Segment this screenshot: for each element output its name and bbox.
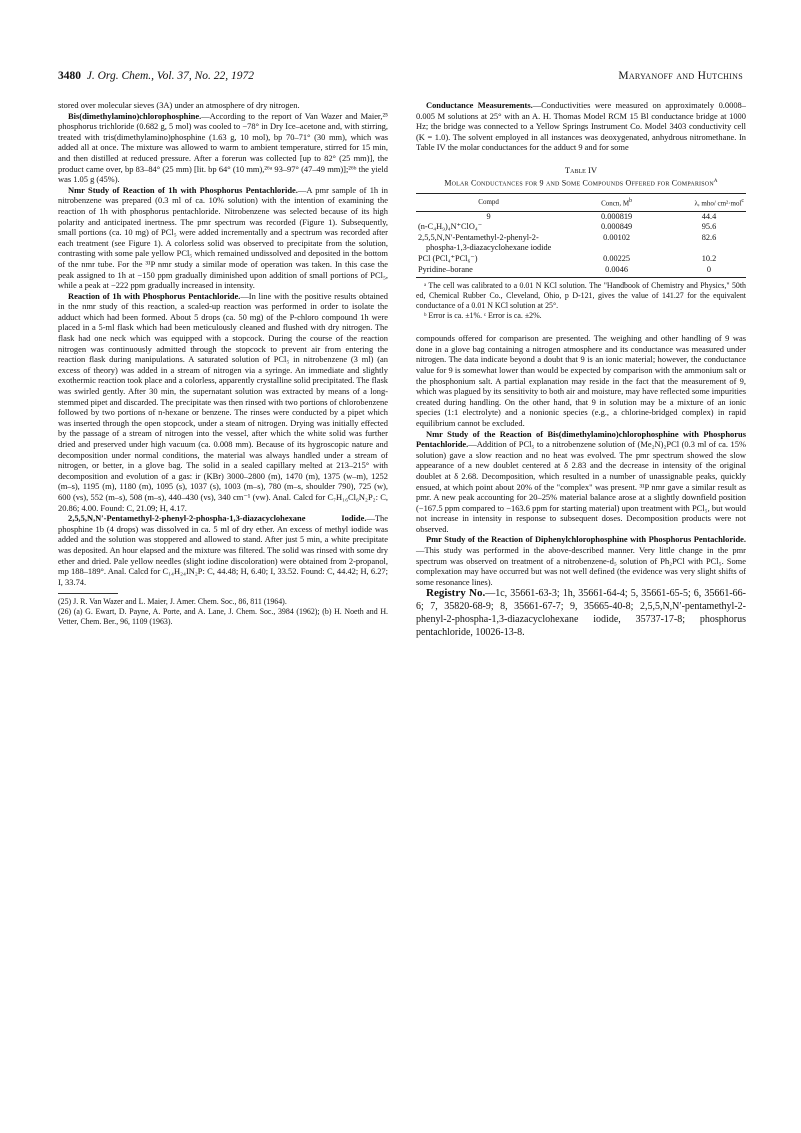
column-header-concn-text: Concn, M	[601, 199, 630, 208]
cell-compd: 9	[486, 211, 491, 221]
cell-lambda: 0	[672, 265, 746, 278]
section-heading: Nmr Study of the Reaction of Bis(dimethylamino)chlorophosphine with Phosphorus Pentachloride.	[416, 428, 746, 450]
paragraph-text: —Addition of PCl₅ to a nitrobenzene solution of (Me₂N)₂PCl (0.3 ml of ca. 15% solution) gave a slow reaction and no heat was evolved. The pmr spectrum showed the slow appearance of a new doublet centered at δ 2.83 and the decrease in intensity of the original doublet at δ 2.68. Decomposition, which resulted in a number of unassignable peaks, quickly ensued, at which point about 20% of the "complex" was present. ³¹P nmr gave a similar result as pmr. A new peak accounting for 20–25% material balance arose at a slightly downfield position (−167.5 ppm compared to −163.6 ppm for starting material) upon treatment with PCl₅, but would not increase in intensity in response to subsequent doses. Decomposition products were not observed.	[416, 439, 746, 534]
cell-lambda: 10.2	[701, 254, 717, 264]
column-header-lambda-mark: c	[741, 197, 744, 204]
paragraph-text: —In line with the positive results obtained in the nmr study of this reaction, a scaled-up reaction was performed in order to isolate the adduct which had been formed. About 5 drops (ca. 50 mg) of the P-chloro compound 1h were placed in a 5-ml flask which had been meticulously cleaned and flushed with dry nitrogen. The flask had one neck which was equipped with a stopcock. During the course of the reaction nitrogen was continuously admitted through the stopcock to prevent air from entering the reaction flask during manipulations. A saturated solution of PCl₅ in nitrobenzene (3 ml) (an excess of theory) was added in a stream of nitrogen via a syringe. An immediate and slightly exothermic reaction took place and a colorless, apparently crystalline solid precipitated. The flask was swirled gently. After 30 min, the supernatant solution was extracted by means of a long-stemmed pipet and discarded. The precipitate was then rinsed with two portions of chlorobenzene followed by two portions of n-hexane or benzene. The rinses were conducted by a pipet which was inserted through the open stopcock, under a steam of nitrogen. Drying was initially effected by the passage of a stream of nitrogen into the vessel, after which the white solid was further dried and preserved under high vacuum (ca. 0.008 mm). Because of its hygroscopic nature and decomposition under normal conditions, the material was always handled under a stream of nitrogen, or better, in a glove bag. The solid in a sealed capillary melted at 213–215° with decomposition and evolution of a gas: ir (KBr) 3000–2800 (m), 1470 (m), 1375 (w–m), 1252 (m–s), 1195 (m), 1180 (m), 1095 (s), 1037 (s), 1003 (m–s), 780 (m–s, shoulder 790), 725 (w), 600 (vs), 552 (m–s), 508 (m–s), 440–430 (vs), 340 cm⁻¹ (vw). Anal. Calcd for C₇H₁₆Cl₆N₂P₂: C, 20.86; 4.00. Found: C, 21.09; H, 4.17.	[58, 290, 388, 513]
conductance-table	[416, 193, 746, 278]
table-label: Table IV	[564, 164, 598, 175]
registry-text: —1c, 35661-63-3; 1h, 35661-64-4; 5, 35661-65-5; 6, 35661-66-6; 7, 35820-68-9; 8, 35661-67-7; 9, 35665-40-8; 2,5,5,N,N′-pentamethyl-2-phenyl-2-phospha-1,3-diazacyclohexane iodide, 35737-17-8; phosphorus pentachloride, 10026-13-8.	[416, 588, 747, 639]
cell-concn: 0.000849	[601, 222, 633, 232]
paragraph	[416, 429, 746, 535]
column-header-compd: Compd	[416, 193, 561, 211]
table-row	[416, 211, 746, 222]
table-footnote-bc: ᵇ Error is ca. ±1%. ᶜ Error is ca. ±2%.	[424, 311, 542, 321]
paragraph-text: —Conductivities were measured on approximately 0.0008–0.005 M solutions at 25° with an A. H. Thomas Model RCM 15 Bl conductance bridge at 1000 Hz; the bridge was connected to a Yellow Springs Instrument Co. Model 3403 conductivity cell (K = 1.0). The solvent employed in all instances was deoxygenated, anhydrous nitromethane. In Table IV the molar conductances for the adduct 9 and for some	[416, 100, 746, 153]
column-header-lambda-text: λ, mho/ cm²·mol	[694, 199, 742, 208]
section-heading: Reaction of 1h with Phosphorus Pentachloride.	[68, 290, 241, 301]
cell-lambda: 44.4	[701, 211, 717, 221]
page-number: 3480	[58, 70, 81, 82]
paragraph	[416, 534, 746, 587]
table-title-text: Molar Conductances for 9 and Some Compounds Offered for Comparison	[444, 178, 714, 188]
section-heading: Pmr Study of the Reaction of Diphenylchlorophosphine with Phosphorus Pentachloride.	[426, 534, 746, 545]
section-heading: Nmr Study of Reaction of 1h with Phosphorus Pentachloride.	[68, 184, 298, 195]
paragraph: stored over molecular sieves (3A) under an atmosphere of dry nitrogen.	[58, 100, 300, 110]
paragraph-text: —A pmr sample of 1h in nitrobenzene was prepared (0.3 ml of ca. 10% solution) with the intention of examining the reaction of 1h with phosphorus pentachloride. Nitrobenzene was selected because of its high polarity and anticipated inertness. The pmr spectrum was recorded (Figure 1). Subsequently, small portions (ca. 10 mg) of PCl₅ were added incrementally and a spectrum was recorded after each treatment (see Figure 1). A colorless solid was observed to precipitate from the solution, contrasting with some pale yellow PCl₅ which remained undissolved and deposited in the bottom of the nmr tube. For the ³¹P nmr study a similar mode of operation was taken. In this case the peak assigned to 1h at −150 ppm gradually diminished upon addition of small portions of PCl₅, while a peak at −222 ppm gradually increased in intensity.	[58, 184, 388, 291]
cell-compd: PCl (PCl₄⁺PCl₆⁻)	[418, 254, 478, 264]
table-row	[416, 222, 746, 233]
footnote-divider	[58, 593, 118, 594]
table-row	[416, 233, 746, 254]
reference-25: (25) J. R. Van Wazer and L. Maier, J. Amer. Chem. Soc., 86, 811 (1964).	[58, 597, 287, 607]
section-heading: 2,5,5,N,N′-Pentamethyl-2-phenyl-2-phospha-1,3-diazacyclohexane Iodide.	[68, 513, 367, 524]
section-heading: Conductance Measurements.	[426, 100, 533, 110]
paragraph: compounds offered for comparison are presented. The weighing and other handling of 9 was done in a glove bag containing a nitrogen atmosphere and its conductance was measured under nitrogen. The data indicate beyond a doubt that 9 is an ionic material; however, the conductance value for 9 is somewhat lower than would be expected by comparison with the ammonium salt or the phosphonium salt. A partial explanation may reside in the fact that the measurement of 9, which was plagued by its sensitivity to both air and moisture, may have reflected some impurities created during handling. On the other hand, that 9 in solution may be a mixture of an ionic species (1:1 electrolyte) and a nonionic species (e.g., a chlorine-bridged complex) in rapid equilibrium cannot be excluded.	[416, 333, 746, 428]
journal-citation: J. Org. Chem., Vol. 37, No. 22, 1972	[86, 70, 255, 82]
cell-concn: 0.00225	[603, 254, 631, 264]
column-header-concn	[561, 193, 672, 211]
running-authors: Maryanoff and Hutchins	[618, 70, 743, 82]
registry-heading: Registry No.	[426, 587, 486, 600]
cell-compd: Pyridine–borane	[416, 265, 561, 278]
cell-compd: (n-C₄H₉)₄N⁺ClO₄⁻	[418, 222, 483, 232]
paragraph-text: —The phosphine 1b (4 drops) was dissolved in ca. 5 ml of dry ether. An excess of methyl iodide was added and the solution was stoppered and allowed to stand. After just 5 min, a white precipitate was deposited. An hour elapsed and the mixture was filtered. The solid was rinsed with some dry ether and dried. Pale yellow needles (slight iodine discoloration) were obtained from 2-propanol, mp 188–189°. Anal. Calcd for C₁₄H₂₄IN₂P: C, 44.48; H, 6.40; I, 33.52. Found: C, 44.42; H, 6.27; I, 33.74.	[58, 513, 388, 587]
column-header-lambda	[672, 193, 746, 211]
cell-concn: 0.0046	[561, 265, 672, 278]
registry-numbers	[416, 587, 746, 639]
right-column	[416, 100, 746, 639]
table-footnote-a: ᵃ The cell was calibrated to a 0.01 N KCl solution. The "Handbook of Chemistry and Physics," 50th ed, Chemical Rubber Co., Cleveland, Ohio, p D-121, gives the value of 141.27 for the equivalent conductance of a 0.01 N KCl solution at 25°.	[416, 281, 746, 311]
paragraph	[416, 100, 746, 153]
paragraph	[58, 291, 388, 513]
page-journal-line	[58, 70, 254, 82]
cell-lambda: 95.6	[701, 222, 717, 232]
cell-concn: 0.00102	[603, 232, 631, 242]
section-heading: Bis(dimethylamino)chlorophosphine.	[68, 110, 202, 121]
cell-concn: 0.000819	[601, 211, 633, 221]
cell-compd: 2,5,5,N,N′-Pentamethyl-2-phenyl-2-phospha-1,3-diazacyclohexane iodide	[418, 232, 552, 253]
reference-26: (26) (a) G. Ewart, D. Payne, A. Porte, and A. Lane, J. Chem. Soc., 3984 (1962); (b) H. Noeth and H. Vetter, Chem. Ber., 96, 1109 (1963).	[58, 607, 388, 627]
left-column	[58, 100, 388, 627]
paragraph	[58, 111, 388, 185]
paragraph-text: —This study was performed in the above-described manner. Very little change in the pmr spectrum was observed on treatment of a nitrobenzene-d₅ solution of Ph₂PCl with PCl₅. Some complexation may have occurred but was not well defined (the evidence was very slight shifts of some resonance lines).	[416, 545, 746, 587]
running-header	[58, 70, 743, 86]
paragraph	[58, 513, 388, 587]
paragraph	[58, 185, 388, 291]
table-title	[416, 176, 746, 189]
table-title-footnote-mark: a	[713, 176, 718, 184]
table-row	[416, 254, 746, 265]
column-header-concn-mark: b	[629, 197, 633, 204]
paragraph-text: —According to the report of Van Wazer and Maier,²⁵ phosphorus trichloride (0.682 g, 5 mol) was cooled to −78° in Dry Ice–acetone and, with stirring, treated with tris(dimethylamino)phosphine (1.63 g, 10 mol), bp 70–71° (30 mm), which was added all at once. The mixture was allowed to warm to ambient temperature, stirred for 15 min, and then distilled at reduced pressure. After a forerun was collected [up to 82° (25 mm)], the product came over, bp 83–84° (25 mm) [lit. bp 64° (10 mm),²⁶ᵃ 93–97° (47–49 mm)];²⁶ᵇ the yield was 1.05 g (45%).	[58, 110, 388, 185]
cell-lambda: 82.6	[701, 232, 717, 242]
table-row	[416, 265, 746, 278]
